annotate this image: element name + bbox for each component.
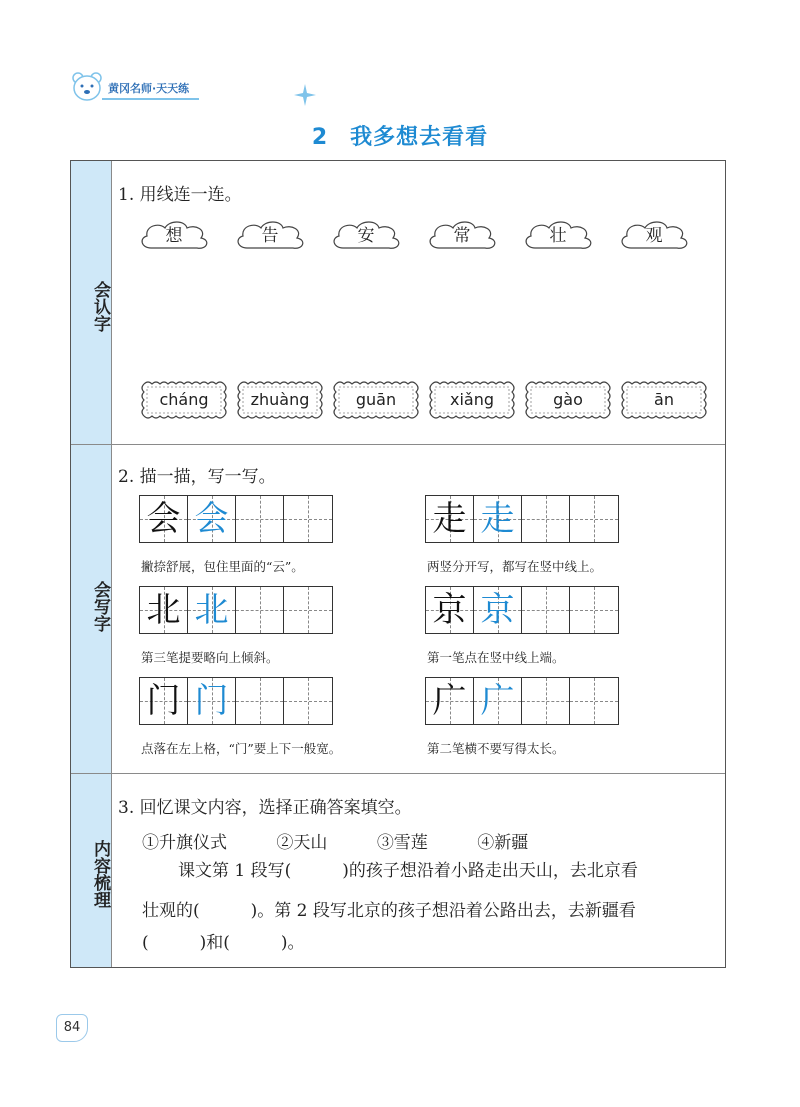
pinyin-box[interactable]	[620, 380, 708, 420]
fill-blank-line-1[interactable]: 课文第 1 段写( )的孩子想沿着小路走出天山，去北京看	[178, 861, 638, 881]
grid-cell[interactable]	[522, 496, 570, 542]
model-character: 门	[146, 681, 181, 721]
trace-character: 门	[194, 681, 229, 721]
page-number: 84	[56, 1014, 88, 1042]
writing-grid[interactable]	[139, 586, 333, 634]
grid-cell	[426, 587, 474, 633]
trace-character: 走	[480, 499, 515, 539]
section-divider	[71, 444, 725, 445]
sparkle-icon	[294, 84, 316, 106]
pinyin-label: ān	[654, 390, 674, 409]
pinyin-box[interactable]	[524, 380, 612, 420]
brand-text: 黄冈名师·天天练	[102, 80, 199, 100]
grid-cell[interactable]	[236, 587, 284, 633]
writing-hint: 撇捺舒展，包住里面的“云”。	[141, 559, 304, 574]
section-label-write: 会写字	[90, 580, 110, 632]
writing-grid[interactable]	[425, 677, 619, 725]
character-label: 想	[165, 226, 183, 246]
pinyin-box[interactable]	[428, 380, 516, 420]
pinyin-label: gào	[553, 390, 583, 409]
grid-cell	[188, 496, 236, 542]
grid-cell[interactable]	[522, 587, 570, 633]
question-3-prompt: 3. 回忆课文内容，选择正确答案填空。	[118, 798, 412, 818]
character-cloud[interactable]	[521, 216, 595, 256]
grid-cell[interactable]	[570, 678, 618, 724]
pinyin-box[interactable]	[140, 380, 228, 420]
writing-hint: 第二笔横不要写得太长。	[427, 741, 565, 756]
grid-cell	[188, 587, 236, 633]
question-2-prompt: 2. 描一描，写一写。	[118, 467, 276, 487]
grid-cell	[140, 496, 188, 542]
pinyin-box[interactable]	[236, 380, 324, 420]
lesson-number: 2	[311, 125, 329, 150]
character-label: 安	[357, 226, 375, 246]
question-1-prompt: 1. 用线连一连。	[118, 185, 242, 205]
model-character: 北	[146, 590, 181, 630]
model-character: 会	[146, 499, 181, 539]
character-cloud[interactable]	[329, 216, 403, 256]
grid-cell[interactable]	[284, 587, 332, 633]
bear-icon	[70, 70, 104, 102]
writing-hint: 点落在左上格，“门”要上下一般宽。	[141, 741, 342, 756]
character-label: 观	[645, 226, 663, 246]
character-cloud[interactable]	[617, 216, 691, 256]
pinyin-label: xiǎng	[449, 390, 494, 409]
model-character: 京	[432, 590, 467, 630]
trace-character: 广	[480, 681, 515, 721]
brand-logo	[70, 70, 270, 104]
grid-cell	[474, 496, 522, 542]
pinyin-label: cháng	[159, 390, 209, 409]
writing-grid[interactable]	[425, 586, 619, 634]
pinyin-label: zhuàng	[250, 390, 310, 409]
grid-cell[interactable]	[284, 678, 332, 724]
page-title	[0, 120, 800, 151]
writing-hint: 两竖分开写，都写在竖中线上。	[427, 559, 603, 574]
answer-options	[142, 828, 572, 853]
character-label: 壮	[549, 226, 567, 246]
trace-character: 北	[194, 590, 229, 630]
grid-cell[interactable]	[284, 496, 332, 542]
writing-hint: 第三笔提要略向上倾斜。	[141, 650, 279, 665]
grid-cell	[188, 678, 236, 724]
option-1: ①升旗仪式	[142, 833, 227, 853]
grid-cell	[426, 678, 474, 724]
grid-cell[interactable]	[522, 678, 570, 724]
grid-cell	[140, 678, 188, 724]
character-cloud[interactable]	[137, 216, 211, 256]
trace-character: 会	[194, 499, 229, 539]
lesson-title: 我多想去看看	[350, 125, 489, 150]
writing-grid[interactable]	[139, 495, 333, 543]
grid-cell	[474, 678, 522, 724]
grid-cell[interactable]	[236, 678, 284, 724]
fill-blank-line-2[interactable]: 壮观的( )。第 2 段写北京的孩子想沿着公路出去，去新疆看	[142, 901, 636, 921]
section-label-summary: 内容梳理	[90, 840, 110, 908]
pinyin-label: guān	[355, 390, 397, 409]
writing-grid[interactable]	[425, 495, 619, 543]
grid-cell	[140, 587, 188, 633]
grid-cell[interactable]	[236, 496, 284, 542]
model-character: 广	[432, 681, 467, 721]
character-cloud[interactable]	[233, 216, 307, 256]
grid-cell[interactable]	[570, 496, 618, 542]
section-divider	[71, 773, 725, 774]
grid-cell[interactable]	[570, 587, 618, 633]
writing-grid[interactable]	[139, 677, 333, 725]
trace-character: 京	[480, 590, 515, 630]
option-2: ②天山	[276, 833, 328, 853]
character-cloud[interactable]	[425, 216, 499, 256]
fill-blank-line-3[interactable]: ( )和( )。	[142, 933, 305, 953]
section-label-recognize: 会认字	[90, 280, 110, 332]
option-4: ④新疆	[477, 833, 529, 853]
pinyin-box[interactable]	[332, 380, 420, 420]
writing-hint: 第一笔点在竖中线上端。	[427, 650, 565, 665]
grid-cell	[426, 496, 474, 542]
character-label: 告	[261, 226, 279, 246]
model-character: 走	[432, 499, 467, 539]
option-3: ③雪莲	[376, 833, 428, 853]
grid-cell	[474, 587, 522, 633]
character-label: 常	[453, 226, 471, 246]
